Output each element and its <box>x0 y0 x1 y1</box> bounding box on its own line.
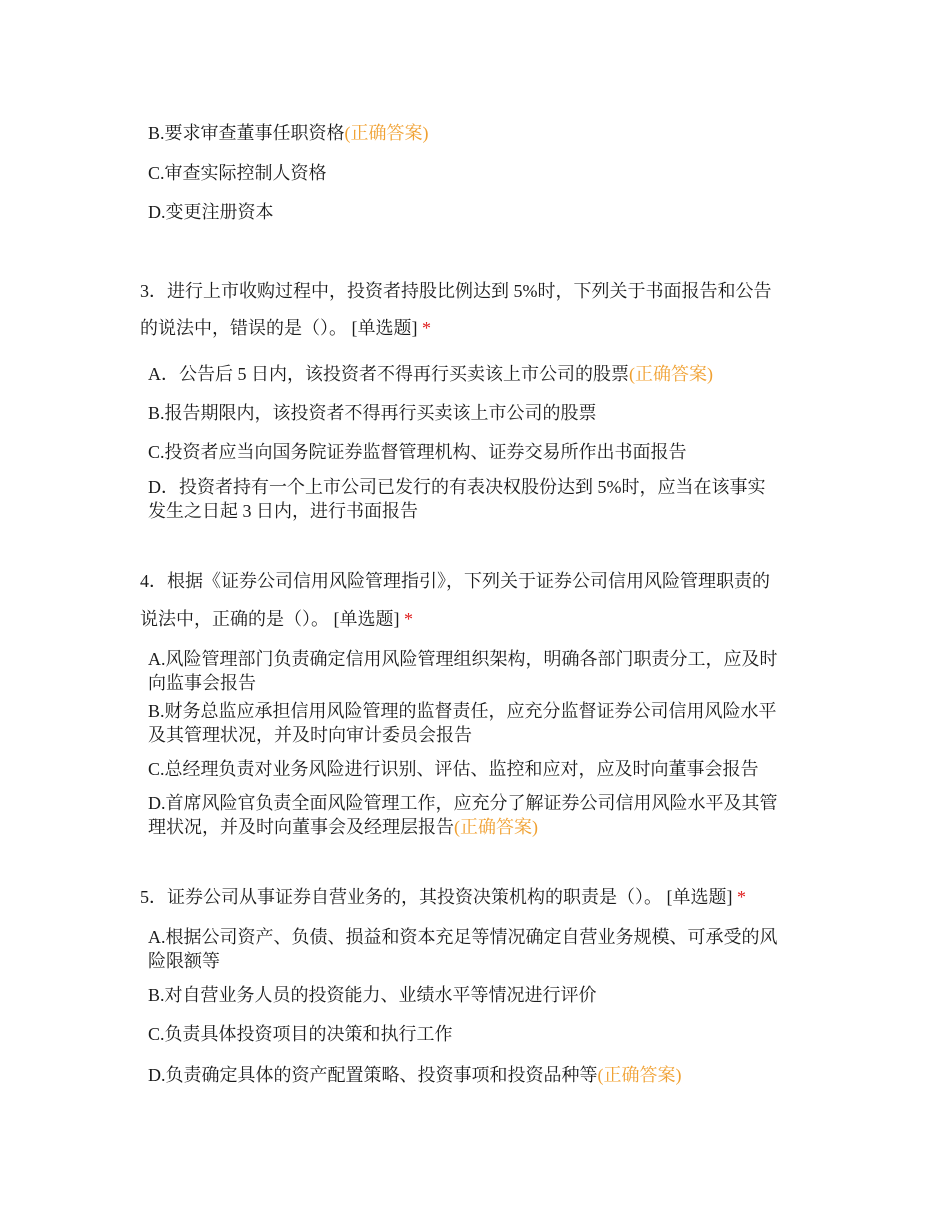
q4-option-c[interactable] <box>148 757 759 781</box>
q2-option-c[interactable] <box>148 161 327 185</box>
required-star: * <box>737 887 746 907</box>
q4-title-line2 <box>140 607 413 631</box>
option-text: 发生之日起 3 日内，进行书面报告 <box>148 501 418 521</box>
option-text: C.投资者应当向国务院证券监督管理机构、证券交易所作出书面报告 <box>148 442 687 462</box>
option-text: 向监事会报告 <box>148 673 256 693</box>
q4-title-line1: 4．根据《证券公司信用风险管理指引》，下列关于证券公司信用风险管理职责的 <box>140 571 770 591</box>
option-text: A.风险管理部门负责确定信用风险管理组织架构，明确各部门职责分工，应及时 <box>148 649 778 669</box>
q2-option-b[interactable] <box>148 121 429 145</box>
option-text: B.要求审查董事任职资格 <box>148 123 345 143</box>
q3-option-a[interactable] <box>148 362 713 386</box>
q3-title-line2 <box>140 316 431 340</box>
q5-option-a[interactable] <box>148 925 778 973</box>
correct-answer-tag: (正确答案) <box>629 364 713 384</box>
correct-answer-tag: (正确答案) <box>454 817 538 837</box>
question-text: 5．证券公司从事证券自营业务的，其投资决策机构的职责是（）。 [单选题] <box>140 887 733 907</box>
q5-title <box>140 885 746 909</box>
option-text: 及其管理状况，并及时向审计委员会报告 <box>148 725 472 745</box>
q5-option-b[interactable] <box>148 983 597 1007</box>
option-text: D.负责确定具体的资产配置策略、投资事项和投资品种等 <box>148 1065 598 1085</box>
q4-option-a[interactable] <box>148 647 778 695</box>
question-text: 的说法中，错误的是（）。 [单选题] <box>140 318 418 338</box>
q5-option-c[interactable] <box>148 1022 453 1046</box>
option-text: D.首席风险官负责全面风险管理工作，应充分了解证券公司信用风险水平及其管 <box>148 793 778 813</box>
q3-title-line1: 3．进行上市收购过程中，投资者持股比例达到 5%时，下列关于书面报告和公告 <box>140 281 772 301</box>
question-text: 说法中，正确的是（）。 [单选题] <box>140 609 400 629</box>
q3-option-c[interactable] <box>148 440 687 464</box>
option-text: C.审查实际控制人资格 <box>148 163 327 183</box>
q5-option-d[interactable] <box>148 1063 682 1087</box>
option-text: A.根据公司资产、负债、损益和资本充足等情况确定自营业务规模、可承受的风 <box>148 927 778 947</box>
required-star: * <box>404 609 413 629</box>
option-text: B.财务总监应承担信用风险管理的监督责任，应充分监督证券公司信用风险水平 <box>148 701 777 721</box>
option-text: A．公告后 5 日内，该投资者不得再行买卖该上市公司的股票 <box>148 364 629 384</box>
required-star: * <box>422 318 431 338</box>
option-text: C.总经理负责对业务风险进行识别、评估、监控和应对，应及时向董事会报告 <box>148 759 759 779</box>
option-text: B.对自营业务人员的投资能力、业绩水平等情况进行评价 <box>148 985 597 1005</box>
option-text: D.变更注册资本 <box>148 202 274 222</box>
q4-option-b[interactable] <box>148 699 777 747</box>
correct-answer-tag: (正确答案) <box>344 123 429 143</box>
option-text: 理状况，并及时向董事会及经理层报告 <box>148 817 454 837</box>
q4-option-d[interactable] <box>148 791 778 839</box>
option-text: B.报告期限内，该投资者不得再行买卖该上市公司的股票 <box>148 403 597 423</box>
correct-answer-tag: (正确答案) <box>597 1065 682 1085</box>
q3-option-b[interactable] <box>148 401 597 425</box>
q3-option-d[interactable] <box>148 475 766 523</box>
option-text: C.负责具体投资项目的决策和执行工作 <box>148 1024 453 1044</box>
option-text: 险限额等 <box>148 951 220 971</box>
q2-option-d[interactable] <box>148 200 274 224</box>
option-text: D．投资者持有一个上市公司已发行的有表决权股份达到 5%时，应当在该事实 <box>148 477 766 497</box>
